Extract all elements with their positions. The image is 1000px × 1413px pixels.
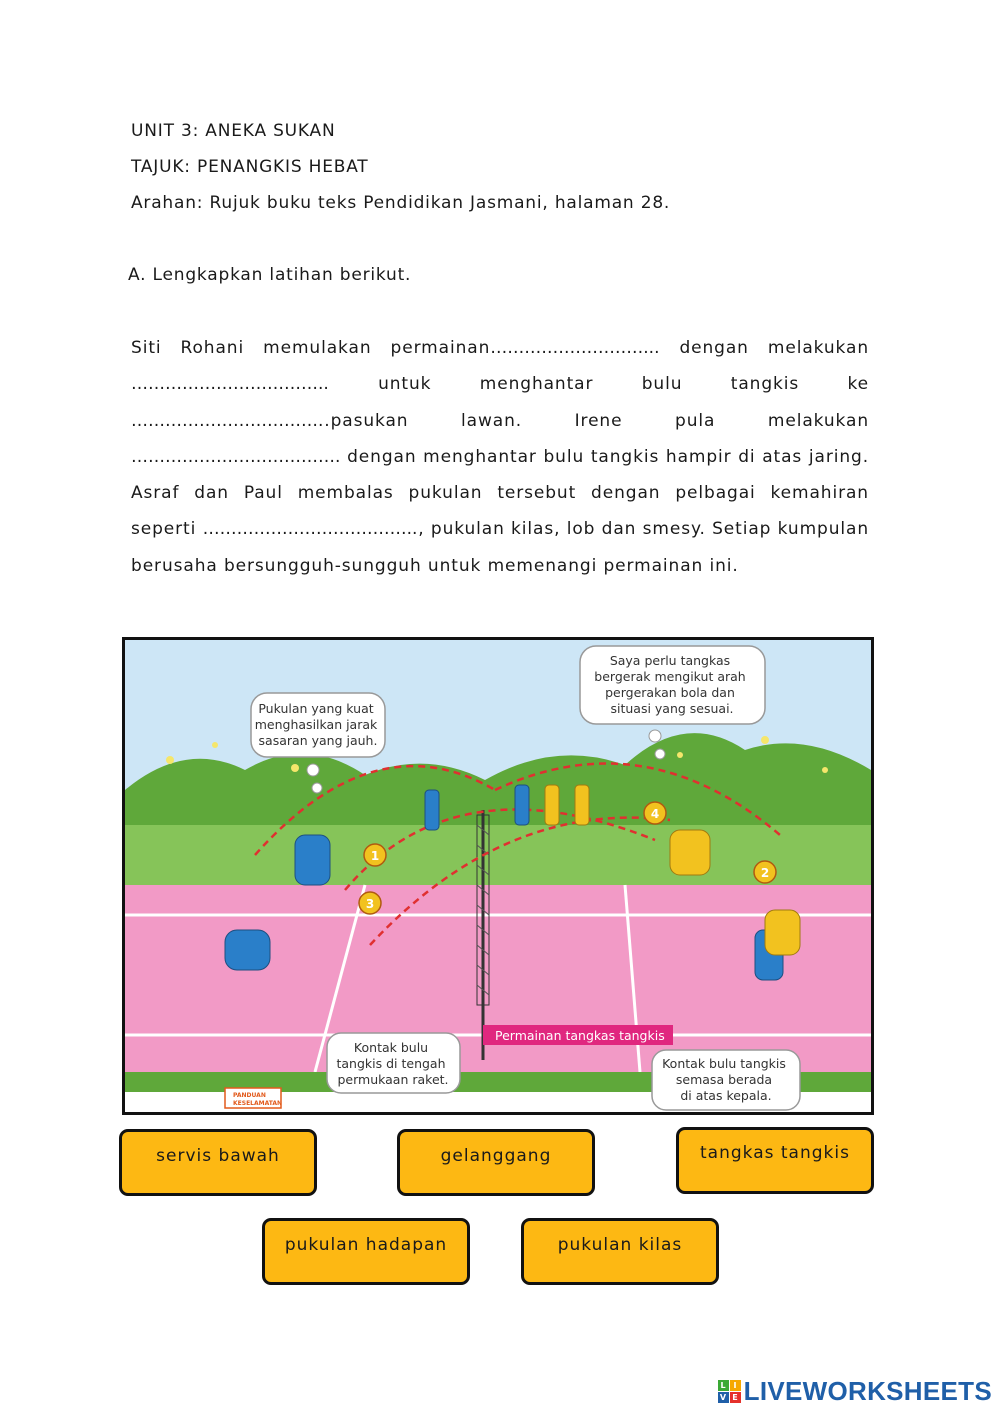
bubble-right: Saya perlu tangkas bergerak mengikut arah pergerakan bola dan situasi yang sesuai. [594,653,746,716]
answer-chip-pukulan-kilas[interactable]: pukulan kilas [521,1218,719,1285]
passage-text: ., pukulan kilas, lob dan smesy. Setiap kumpulan berusaha bersungguh-sungguh untuk memenangi permainan ini. [131,519,870,576]
brand-icon-letter: V [718,1392,729,1403]
badminton-illustration [122,637,874,1115]
directive-text: Arahan: Rujuk buku teks Pendidikan Jasmani, halaman 28. [131,193,671,213]
section-instruction: A. Lengkapkan latihan berikut. [128,265,412,285]
topic-title: TAJUK: PENANGKIS HEBAT [131,157,369,177]
illustration-banner: Permainan tangkas tangkis [495,1028,665,1043]
answer-chip-gelanggang[interactable]: gelanggang [397,1129,595,1196]
blank-5[interactable]: ………………………………. [202,519,412,540]
bubble-bottom-left: Kontak bulu tangkis di tengah permukaan raket. [336,1040,449,1087]
passage-text: . dengan melakukan [654,338,869,358]
blank-3[interactable]: …………………………… [131,410,318,431]
brand-icon [718,1380,741,1403]
brand-icon-letter: I [730,1380,741,1391]
safety-label: PANDUAN KESELAMATAN [233,1092,283,1107]
marker-4: 4 [650,807,660,821]
marker-3: 3 [365,897,375,911]
blank-4[interactable]: ………………………………. [131,446,341,467]
liveworksheets-logo [718,1376,992,1407]
marker-1: 1 [370,849,380,863]
unit-title: UNIT 3: ANEKA SUKAN [131,121,336,141]
blank-2[interactable]: ……………………………. [131,374,324,395]
brand-icon-letter: L [718,1380,729,1391]
brand-name: LIVEWORKSHEETS [743,1376,992,1406]
passage-text: . untuk menghantar bulu tangkis ke [323,374,869,395]
answer-chip-pukulan-hadapan[interactable]: pukulan hadapan [262,1218,470,1285]
blank-1[interactable]: ……………………….. [490,338,655,358]
answer-chip-tangkas-tangkis[interactable]: tangkas tangkis [676,1127,874,1194]
passage-text: ..pasukan lawan. Irene pula melakukan [318,410,869,431]
passage-text: Siti Rohani memulakan permainan [131,338,491,358]
marker-2: 2 [760,866,770,880]
passage-text: dengan menghantar bulu tangkis hampir di atas jaring. Asraf dan Paul membalas pukulan tersebut dengan pelbagai kemahiran seperti [131,446,869,540]
fill-in-passage [131,330,869,584]
bubble-bottom-right: Kontak bulu tangkis semasa berada di atas kepala. [662,1056,786,1103]
answer-chip-servis-bawah[interactable]: servis bawah [119,1129,317,1196]
brand-icon-letter: E [730,1392,741,1403]
bubble-left: Pukulan yang kuat menghasilkan jarak sasaran yang jauh. [254,701,378,748]
